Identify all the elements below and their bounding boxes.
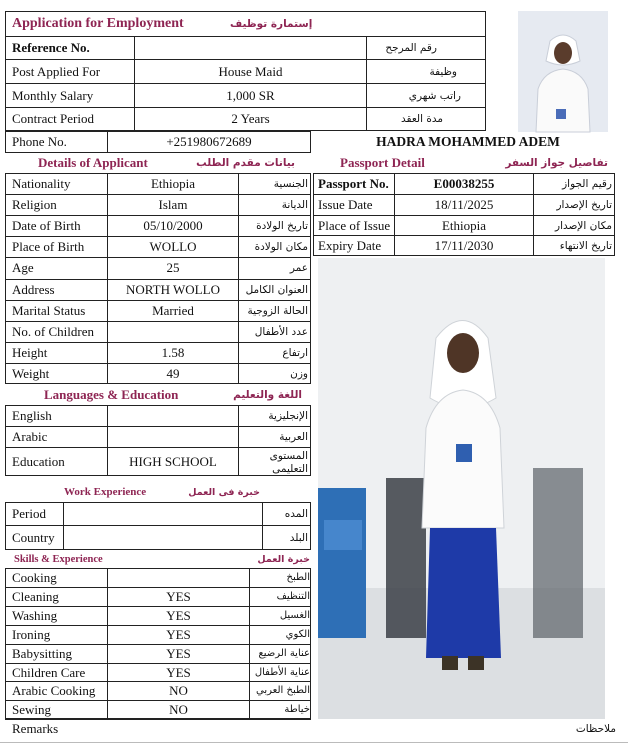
phone-label: Phone No. xyxy=(12,134,67,149)
phone-value: +251980672689 xyxy=(166,134,252,149)
salary-value: 1,000 SR xyxy=(226,87,275,103)
country-label: Country xyxy=(12,529,55,545)
applicant-row-value: 49 xyxy=(166,366,180,381)
contract-value: 2 Years xyxy=(231,111,270,126)
languages-heading-arabic: اللغة والتعليم xyxy=(233,389,302,401)
skill-row-label: Cooking xyxy=(12,569,57,585)
contract-label: Contract Period xyxy=(12,111,94,126)
education-label-arabic xyxy=(242,450,308,476)
applicant-row-label: Weight xyxy=(12,366,50,381)
period-label-arabic: المده xyxy=(284,508,308,520)
passport-heading-arabic: تفاصيل جواز السفر xyxy=(505,157,608,169)
skill-row-label: Children Care xyxy=(12,664,86,680)
applicant-row-value: 1.58 xyxy=(161,345,185,360)
applicant-row-value: 05/10/2000 xyxy=(143,218,203,233)
country-label-arabic: البلد xyxy=(289,531,308,544)
passport-row-value: E00038255 xyxy=(433,175,495,191)
skills-heading: Skills & Experience xyxy=(14,554,103,565)
contract-label-arabic: مدة العقد xyxy=(401,113,443,125)
skill-row-value xyxy=(108,568,249,587)
passport-row-value: 18/11/2025 xyxy=(434,196,494,212)
skill-row-label: Cleaning xyxy=(12,588,59,604)
skill-row-label-arabic: الغسيل xyxy=(279,610,310,621)
skill-row-value: YES xyxy=(166,664,191,680)
applicant-row-label: Date of Birth xyxy=(12,218,81,233)
skill-row-label: Babysitting xyxy=(12,645,72,661)
applicant-heading-arabic: بيانات مقدم الطلب xyxy=(196,157,295,169)
applicant-row-label-arabic: عمر xyxy=(289,262,308,274)
passport-row-value: Ethiopia xyxy=(441,217,487,233)
skills-heading-arabic: خبرة العمل xyxy=(257,554,310,565)
education-label-arabic-line2: التعليمى xyxy=(272,463,308,475)
english-label: English xyxy=(12,408,52,423)
skill-row-label: Ironing xyxy=(12,626,51,642)
reference-value xyxy=(135,37,366,59)
full-body-figure-icon xyxy=(318,258,605,719)
skill-row-value: YES xyxy=(166,645,191,661)
skill-row-label-arabic: الطبخ العربي xyxy=(256,685,310,696)
applicant-row-label-arabic: تاريخ الولادة xyxy=(256,220,308,232)
portrait-photo xyxy=(518,11,608,132)
portrait-figure-icon xyxy=(518,11,608,132)
full-body-photo xyxy=(318,258,605,719)
arabic-value xyxy=(108,427,238,447)
skill-row-label-arabic: عناية الأطفال xyxy=(254,667,310,678)
applicant-row-label-arabic: مكان الولادة xyxy=(254,241,308,253)
post-value: House Maid xyxy=(218,63,283,79)
applicant-row-label: No. of Children xyxy=(12,324,94,339)
passport-row-label: Issue Date xyxy=(318,196,373,212)
skill-row-label-arabic: خياطة xyxy=(284,704,310,715)
english-label-arabic: الإنجليزية xyxy=(268,410,308,422)
applicant-row-label-arabic: العنوان الكامل xyxy=(245,284,308,296)
skill-row-label-arabic: الطبخ xyxy=(286,572,310,583)
skill-row-label: Arabic Cooking xyxy=(12,682,96,698)
applicant-row-label: Place of Birth xyxy=(12,239,85,254)
passport-row-label-arabic: تاريخ الإصدار xyxy=(556,198,612,211)
period-label: Period xyxy=(12,506,46,521)
form-title: Application for Employment xyxy=(12,16,184,31)
divider xyxy=(238,405,239,476)
applicant-row-value: WOLLO xyxy=(149,239,197,254)
remarks-label: Remarks xyxy=(12,721,59,736)
languages-heading: Languages & Education xyxy=(44,387,179,402)
applicant-row-value: Islam xyxy=(158,197,188,212)
applicant-row-label-arabic: الجنسية xyxy=(273,178,308,190)
applicant-row-label: Height xyxy=(12,345,48,360)
education-value: HIGH SCHOOL xyxy=(129,454,217,469)
post-label-arabic: وظيفة xyxy=(429,65,457,78)
applicant-name: HADRA MOHAMMED ADEM xyxy=(376,134,560,149)
applicant-row-label-arabic: وزن xyxy=(290,368,308,380)
education-label: Education xyxy=(12,454,65,469)
passport-row-label: Expiry Date xyxy=(318,237,382,253)
passport-row-label-arabic: تاريخ الانتهاء xyxy=(559,239,612,252)
passport-row-value: 17/11/2030 xyxy=(434,237,494,253)
passport-row-label: Place of Issue xyxy=(318,217,391,233)
applicant-row-label-arabic: عدد الأطفال xyxy=(254,326,308,338)
skill-row-value: YES xyxy=(166,588,191,604)
salary-label-arabic: راتب شهري xyxy=(408,89,461,102)
divider xyxy=(262,502,263,550)
page-bottom-line xyxy=(0,742,628,743)
skill-row-value: NO xyxy=(169,701,188,717)
applicant-row-value xyxy=(108,322,238,342)
arabic-label: Arabic xyxy=(12,429,48,444)
applicant-row-label: Marital Status xyxy=(12,303,86,318)
skill-row-value: NO xyxy=(169,682,188,698)
applicant-row-value: Married xyxy=(152,303,194,318)
passport-row-label-arabic: مكان الإصدار xyxy=(555,219,612,232)
applicant-heading: Details of Applicant xyxy=(38,155,148,170)
skill-row-value: YES xyxy=(166,607,191,623)
skill-row-label: Washing xyxy=(12,607,58,623)
divider xyxy=(63,502,64,550)
remarks-label-arabic: ملاحظات xyxy=(575,723,616,735)
passport-row-label-arabic: رقيم الجواز xyxy=(562,177,612,190)
applicant-row-label-arabic: الحالة الزوجية xyxy=(247,305,308,317)
education-label-arabic-line1: المستوى xyxy=(269,450,308,462)
work-heading-arabic: خبرة فى العمل xyxy=(188,486,260,498)
english-value xyxy=(108,406,238,426)
skill-row-label-arabic: التنظيف xyxy=(276,591,310,602)
applicant-row-label: Nationality xyxy=(12,176,71,191)
passport-row-label: Passport No. xyxy=(318,175,389,191)
form-title-arabic: إستمارة توظيف xyxy=(230,18,313,30)
applicant-row-value: NORTH WOLLO xyxy=(126,282,220,297)
skill-row-label: Sewing xyxy=(12,701,51,717)
applicant-row-label: Address xyxy=(12,282,55,297)
applicant-row-label: Religion xyxy=(12,197,57,212)
applicant-row-label: Age xyxy=(12,260,34,275)
skill-row-label-arabic: الكوي xyxy=(285,629,310,640)
applicant-row-value: 25 xyxy=(166,260,180,275)
applicant-row-label-arabic: ارتفاع xyxy=(282,347,308,359)
post-label: Post Applied For xyxy=(12,63,101,79)
work-heading: Work Experience xyxy=(64,486,147,498)
salary-label: Monthly Salary xyxy=(12,87,94,103)
applicant-row-value: Ethiopia xyxy=(150,176,196,191)
passport-heading: Passport Detail xyxy=(340,155,425,170)
skill-row-label-arabic: عناية الرضيع xyxy=(258,648,310,659)
reference-label: Reference No. xyxy=(12,40,90,55)
arabic-label-arabic: العربية xyxy=(279,431,308,443)
applicant-row-label-arabic: الديانة xyxy=(281,199,308,211)
reference-label-arabic: رقم المرجح xyxy=(385,42,437,54)
skill-row-value: YES xyxy=(166,626,191,642)
